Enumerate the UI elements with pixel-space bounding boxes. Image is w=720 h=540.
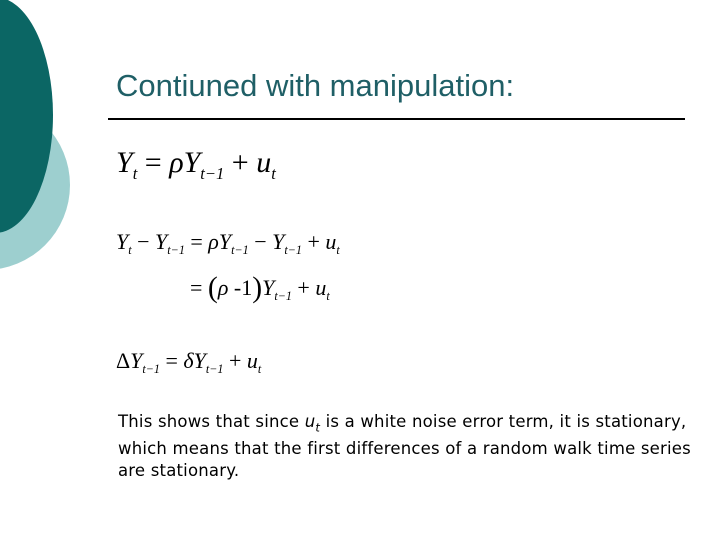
slide-title: Contiuned with manipulation: <box>116 68 515 103</box>
eq2-sub-t1: t−1 <box>167 243 185 258</box>
eq2-minus: − <box>131 229 156 254</box>
eq3-minus-one: -1 <box>228 275 253 300</box>
equation-first-difference <box>116 348 262 377</box>
eq3-Y: Y <box>262 275 275 300</box>
eq1-plus: + <box>224 146 257 179</box>
body-var-u <box>304 412 321 435</box>
eq3-rho: ρ <box>217 275 229 300</box>
body-var-u-sub: t <box>315 420 321 435</box>
eq4-Y2: Y <box>193 348 206 373</box>
eq2-rho: ρ <box>208 229 219 254</box>
body-part2: is a white noise error term, it is stationary, which means that the first differences of a random walk time series are stationary. <box>118 412 691 481</box>
eq3-lparen: ( <box>207 272 218 305</box>
eq2-Y2: Y <box>155 229 168 254</box>
explanation-paragraph <box>118 411 698 482</box>
eq3-sub-ut: t <box>326 289 330 304</box>
eq2-equals: = <box>184 229 209 254</box>
eq2-sub-rt1: t−1 <box>231 243 249 258</box>
eq1-rho: ρ <box>169 146 184 179</box>
eq3-u: u <box>315 275 327 300</box>
eq3-equals: = <box>190 275 208 300</box>
body-var-u-letter: u <box>304 412 316 431</box>
eq2-u: u <box>325 229 337 254</box>
title-underline <box>108 118 685 120</box>
eq1-sub-t1: t−1 <box>200 164 225 184</box>
eq4-plus: + <box>223 348 247 373</box>
eq3-plus: + <box>291 275 316 300</box>
decorative-circles <box>0 0 100 300</box>
eq2-sub-rt2: t−1 <box>284 243 302 258</box>
equation-subtract <box>116 229 340 258</box>
eq3-rparen: ) <box>252 272 263 305</box>
eq1-sub-t: t <box>132 164 138 184</box>
eq3-sub-t1: t−1 <box>274 289 292 304</box>
eq2-sub-ut: t <box>336 243 340 258</box>
eq4-sub-t2: t−1 <box>205 362 224 377</box>
eq2-plus: + <box>301 229 326 254</box>
equation-ar1 <box>116 146 276 184</box>
eq1-Y2: Y <box>183 146 201 179</box>
eq4-equals: = <box>159 348 184 373</box>
eq2-sub-t: t <box>128 243 132 258</box>
eq2-rY2: Y <box>272 229 285 254</box>
eq1-sub-ut: t <box>271 164 276 184</box>
eq1-equals: = <box>137 146 170 179</box>
equation-factored <box>190 270 330 303</box>
eq4-sub-t1: t−1 <box>142 362 160 377</box>
eq4-Y: Y <box>130 348 143 373</box>
eq4-u: u <box>246 348 258 373</box>
eq4-sub-ut: t <box>257 362 262 377</box>
eq2-Y: Y <box>116 229 129 254</box>
eq4-delta-coef: δ <box>183 348 194 373</box>
body-part1: This shows that since <box>118 412 305 431</box>
eq4-delta: Δ <box>116 348 131 373</box>
eq2-minus2: − <box>248 229 273 254</box>
eq2-rY: Y <box>218 229 232 254</box>
eq1-Y: Y <box>116 146 133 179</box>
eq1-u: u <box>256 146 272 179</box>
